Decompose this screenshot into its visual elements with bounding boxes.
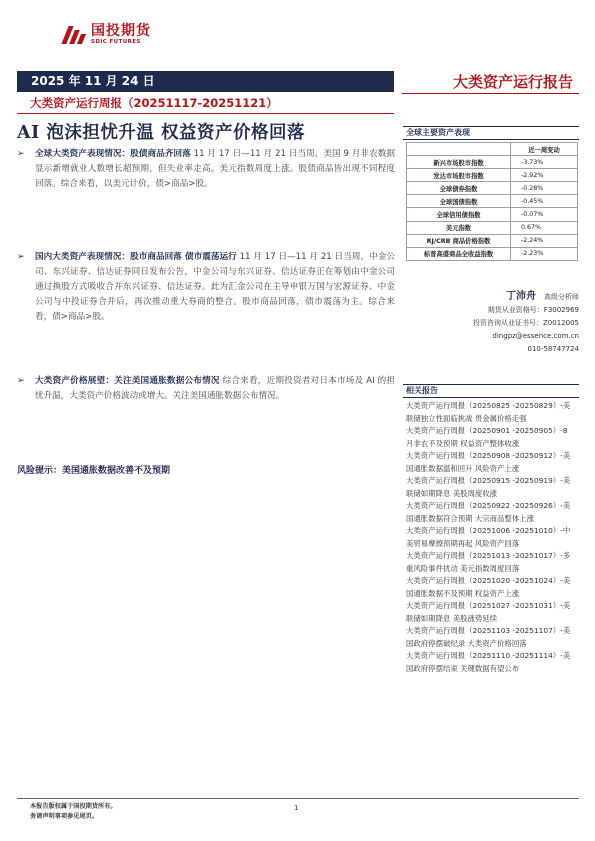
analyst-email[interactable]: dingpz@essence.com.cn <box>492 332 579 340</box>
asset-name: 美元指数 <box>407 221 511 234</box>
asset-name: 发达市场股市指数 <box>407 169 511 182</box>
footer-note <box>30 802 117 822</box>
table-row <box>407 182 578 195</box>
table-row <box>407 169 578 182</box>
related-reports-list <box>406 400 576 675</box>
page-title: AI 泡沫担忧升温 权益资产价格回落 <box>17 123 305 143</box>
disclaimer-note: 务请声明事项参见尾页。 <box>30 813 99 820</box>
table-header-row <box>407 143 578 156</box>
related-report-link[interactable]: 大类资产运行周报（20251103 -20251107）-美国政府停摆破纪录 大类资产价格回落 <box>406 626 571 648</box>
table-row <box>407 234 578 247</box>
copyright-note: 本报告版权属于国投期货所有。 <box>30 803 117 810</box>
report-subtitle: 大类资产运行周报（20251117-20251121） <box>30 96 278 110</box>
analyst-block <box>403 290 579 356</box>
asset-change: -0.28% <box>511 182 578 195</box>
footer-divider <box>17 798 579 799</box>
related-report-link[interactable]: 大类资产运行周报（20250915 -20250919）-美联储如期降息 美股周度收涨 <box>406 476 571 498</box>
page-number: 1 <box>294 804 299 812</box>
table-header-blank <box>407 143 511 156</box>
brand-name-en: SDIC FUTURES <box>91 39 141 45</box>
asset-name: 全球债券指数 <box>407 182 511 195</box>
analyst-license-consult: 投资咨询从业证书号：Z0012005 <box>473 319 579 327</box>
asset-change: -3.73% <box>511 156 578 169</box>
asset-name: 全球信用债指数 <box>407 208 511 221</box>
bullet-global-assets <box>17 147 395 192</box>
related-report-link[interactable]: 大类资产运行周报（20251027 -20251031）-美联储如期降息 美股涨势延续 <box>406 601 571 623</box>
table-row <box>407 156 578 169</box>
asset-change: 0.67% <box>511 221 578 234</box>
bullet-domestic-assets <box>17 250 395 325</box>
related-report-link[interactable]: 大类资产运行周报（20251013 -20251017）-多重风险事件扰动 美元指数周度回落 <box>406 551 571 573</box>
asset-performance-table <box>406 142 578 261</box>
logo-text <box>91 24 151 46</box>
table-row <box>407 221 578 234</box>
report-date: 2025 年 11 月 24 日 <box>17 71 394 92</box>
analyst-phone: 010-58747724 <box>527 345 579 353</box>
table-header-change: 近一周变动 <box>511 143 578 156</box>
bullet-body: 11 月 17 日—11 月 21 日当周，中金公司、东兴证券、信达证券同日发布公告，中金公司与东兴证券、信达证券正在筹划由中金公司通过换股方式吸收合并东兴证券、信达证券。此为汇金公司在主导申银万国与宏源证券、中金公司与中投证券合并后，再次推动重大券商的整合。股市商品回落，债市震荡为主。综合来看，债>商品>股。 <box>35 252 395 322</box>
bullet-heading: 大类资产价格展望：关注美国通胀数据公布情况 <box>35 376 220 386</box>
report-type: 大类资产运行报告 <box>452 73 573 91</box>
asset-change: -0.07% <box>511 208 578 221</box>
asset-name: RJ/CRB 商品价格指数 <box>407 234 511 247</box>
asset-change: -0.45% <box>511 195 578 208</box>
arrow-bullet-icon: ➢ <box>17 376 25 386</box>
asset-change: -2.23% <box>511 247 578 260</box>
related-report-link[interactable]: 大类资产运行周报（20251020 -20251024）-美国通胀数据不及预期 权益资产上涨 <box>406 576 571 598</box>
arrow-bullet-icon: ➢ <box>17 252 25 262</box>
bullet-outlook <box>17 374 395 404</box>
asset-table-title: 全球主要资产表现 <box>403 126 579 140</box>
bullet-heading: 国内大类资产表现情况：股市商品回落 债市震荡运行 <box>35 252 237 262</box>
related-report-link[interactable]: 大类资产运行周报（20251110 -20251114）-美国政府停摆结束 关键数据有望公布 <box>406 651 571 673</box>
related-report-link[interactable]: 大类资产运行周报（20250922 -20250926）-美国通胀数据符合预期 大宗商品整体上涨 <box>406 501 571 523</box>
analyst-name: 丁沛舟 <box>506 291 536 302</box>
asset-change: -2.24% <box>511 234 578 247</box>
logo-mark-icon <box>61 24 87 46</box>
arrow-bullet-icon: ➢ <box>17 149 25 159</box>
related-report-link[interactable]: 大类资产运行周报（20250908 -20250912）-美国通胀数据温和回升 风险资产上涨 <box>406 451 571 473</box>
related-report-link[interactable]: 大类资产运行周报（20250901 -20250905）-8 月非农不及预期 权益资产整体收涨 <box>406 426 568 448</box>
brand-name-cn: 国投期货 <box>91 23 151 39</box>
asset-change: -2.92% <box>511 169 578 182</box>
company-logo <box>61 24 151 46</box>
asset-name: 新兴市场股市指数 <box>407 156 511 169</box>
analyst-license-futures: 期货从业资格号：F3002969 <box>487 306 579 314</box>
table-row <box>407 247 578 260</box>
asset-name: 全球国债指数 <box>407 195 511 208</box>
table-row <box>407 195 578 208</box>
asset-name: 标普高盛商品全收益指数 <box>407 247 511 260</box>
table-row <box>407 208 578 221</box>
header-divider-left <box>17 113 394 114</box>
bullet-heading: 全球大类资产表现情况：股债商品齐回落 <box>35 149 191 159</box>
related-report-link[interactable]: 大类资产运行周报（20251006 -20251010）-中美贸易摩擦预期再起 风险资产回落 <box>406 526 571 548</box>
related-report-link[interactable]: 大类资产运行周报（20250825 -20250829）-美联储独立性面临挑战 贵金属价格走强 <box>406 401 571 423</box>
header-divider-right <box>402 93 579 94</box>
bullet-body: 11 月 17 日—11 月 21 日当周，美国 9 月非农数据显示新增就业人数增长超预期，但失业率走高。美元指数周度上涨。股债商品皆出现不同程度回落。综合来看，以美元计价，债>商品>股。 <box>35 149 395 189</box>
related-reports-title: 相关报告 <box>403 384 579 398</box>
bullet-body: 综合来看，近期投资者对日本市场及 AI 的担忧升温，大类资产价格波动或增大。关注美国通胀数据公布情况。 <box>35 376 395 401</box>
analyst-role: 高级分析师 <box>544 293 579 301</box>
risk-warning: 风险提示：美国通胀数据改善不及预期 <box>17 466 171 476</box>
